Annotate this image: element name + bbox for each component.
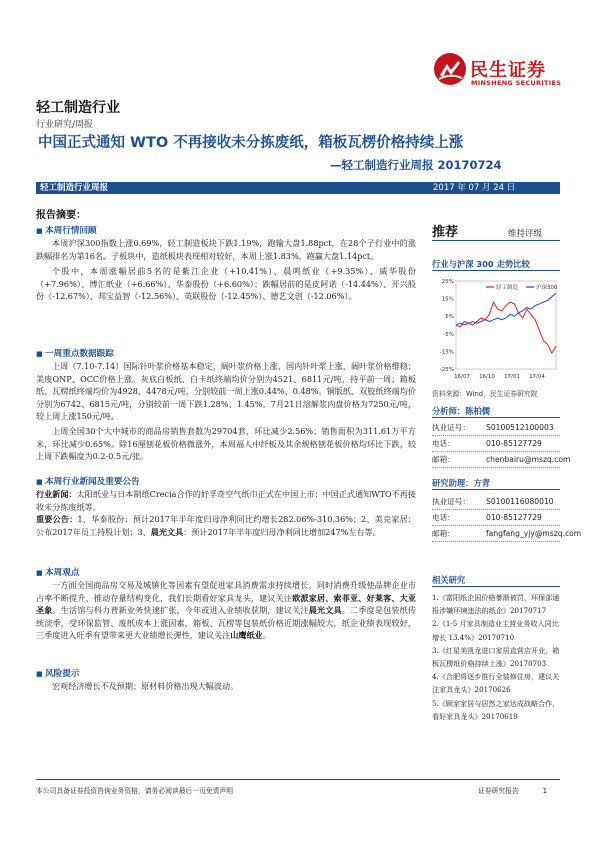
legend-label: 沪深300 <box>536 285 558 291</box>
trend-chart <box>432 275 560 383</box>
rating-label: 推荐 <box>432 225 459 240</box>
paragraph: 宏观经济增长不及预期；原材料价格出现大幅波动。 <box>52 681 239 692</box>
news-text: 太阳纸业与日本制纸Crecia合作的好孚奇空气纸巾正式在中国上市；中国正式通知WTO不再接收未分拣废纸等。 <box>36 489 416 512</box>
report-subhead: —轻工制造行业周报 20170724 <box>330 158 502 172</box>
related-item[interactable]: 1.《富阳纸企国价格暴渐被罚，环保部通报涉嫌环境违法的纸企》20170717 <box>432 593 560 616</box>
related-item[interactable]: 5.《顾家家居与居然之家达成战略合作，看好家具龙头》20170619 <box>432 698 560 721</box>
report-headline: 中国正式通知 WTO 不再接收未分拣废纸，箱板瓦楞价格持续上涨 <box>38 135 464 151</box>
section-title: ■ 风险提示 <box>36 668 416 680</box>
row-value: S0100512100003 <box>486 423 554 432</box>
page-number: 1 <box>542 787 548 795</box>
row-label: 电话： <box>432 513 455 522</box>
row-label: 电话： <box>432 439 455 448</box>
row-value: 010-85127729 <box>486 513 542 522</box>
x-tick-label: 16/10 <box>479 374 495 380</box>
view-stocks: 欧派家居、索菲亚、好莱客、大亚圣象 <box>36 592 416 616</box>
section-title: ■ 一周重点数据跟踪 <box>36 348 416 360</box>
rating-value: 维持评级 <box>508 229 543 239</box>
notice-text-b: ：预计2017年半年度归母净利同比增加247%左右等。 <box>183 526 381 537</box>
news-paragraph <box>36 488 416 513</box>
section-data-tracking <box>36 348 416 463</box>
divider <box>432 586 560 587</box>
section-risk <box>36 668 416 693</box>
divider <box>432 489 560 490</box>
minsheng-logo-icon <box>433 52 467 86</box>
logo-cn-text: 民生证券 <box>470 60 546 81</box>
assistant-row <box>432 526 582 542</box>
view-stock-2: 晨光文具 <box>308 605 342 616</box>
row-label: 执业证号： <box>432 497 470 506</box>
assistant-rows <box>432 494 582 542</box>
logo-en-text: MINSHENG SECURITIES <box>471 79 562 87</box>
view-text-d: 。 <box>262 630 271 641</box>
analyst-title: 分析师：陈柏儒 <box>432 406 491 416</box>
analyst-row <box>432 452 571 468</box>
row-value[interactable]: fangfang_yjy@mszq.com <box>486 529 582 538</box>
view-text-c: 。二季度是包装纸传统淡季，受环保监管、废纸成本上涨因素，箱板、瓦楞等包装纸价格近期涨幅较大，纸企业绩表现较好，三季度进入旺季有望带来更大业绩增长弹性，建议关注 <box>36 605 416 641</box>
notice-paragraph <box>36 513 416 538</box>
notice-stock: 晨光文具 <box>150 526 184 537</box>
section-title: ■ 本周行情回顾 <box>36 225 416 237</box>
paragraph: 上周全国30个大中城市的商品房销售套数为29704套，环比减少2.56%；销售面积为311.61万平方米，环比减少0.65%。除16厘刨花板价格微涨外，本周福人中纤板及其余规格刨花板价格均环比下跌，较上周下跌幅度为0.2-0.5元/张。 <box>36 426 416 462</box>
analyst-row <box>432 420 560 436</box>
row-value: 010-85127729 <box>486 439 542 448</box>
y-tick-label: -25% <box>439 367 454 373</box>
related-list <box>432 591 560 723</box>
paragraph: 个股中，本周涨幅居前5名的是紫江企业（+10.41%）、晨鸣纸业（+9.35%）、威华股份（+7.96%）、博汇纸业（+6.66%）、华泰股份（+6.60%）；跌幅居前的是皮阿诺（-14.44%）、开兴股份（-12.67%）、邦宝益智（-12.56%）、英联股份（-12.45%）、德艺文创（-12.06%）。 <box>36 266 416 302</box>
x-tick-label: 17/01 <box>504 374 520 380</box>
footer-divider <box>36 779 560 780</box>
y-tick-label: 15% <box>441 296 454 303</box>
footer-right <box>478 785 547 795</box>
summary-title: 报告摘要： <box>36 210 86 221</box>
header-bar-left: 轻工制造行业周报 <box>40 183 109 193</box>
x-tick-label: 16/07 <box>454 374 470 380</box>
divider <box>432 417 560 418</box>
row-value: S0100116080010 <box>486 497 554 506</box>
y-tick-label: -5% <box>443 331 454 338</box>
divider <box>432 270 560 271</box>
series-line-1 <box>456 293 556 325</box>
view-paragraph <box>36 579 416 641</box>
analyst-row <box>432 436 560 452</box>
footer-disclaimer: 本公司具备证券投资咨询业务资格，请务必阅读最后一页免责声明 <box>36 787 234 795</box>
report-type: 行业研究/周报 <box>36 120 94 130</box>
related-item[interactable]: 4.《合肥将逐步推行全装修住房，建议关注家具龙头》20170626 <box>432 672 560 695</box>
row-value[interactable]: chenbairu@mszq.com <box>486 455 571 464</box>
assistant-row <box>432 494 560 510</box>
notice-text-a: 1、华泰股份：预计2017年半年度归母净利同比约增长282.06%-310.36%；2、美克家居：公布2017年员工持股计划；3、 <box>36 514 416 537</box>
related-item[interactable]: 2.《1-5 月家具制造业主营业务收入同比增长 13.4%》20170710 <box>432 619 559 642</box>
related-title: 相关研究 <box>432 575 466 585</box>
paragraph: 上周（7.10-7.14）国际针叶浆价格基本稳定，阔叶浆价格上涨，国内针叶浆上涨，阔叶浆价格维稳；美废ONP、OCC价格上涨。灰底白板纸、白卡纸终端均价分别为4521、6811元/吨，持平前一周；箱板纸、瓦楞纸终端均价为4928、4478元/吨，分别较前一周上涨0.44%、0.48%。铜版纸、双胶纸终端均价分别为6742、6815元/吨，分别较前一周下跌1.28%、1.45%。7月21日溶解浆内盘价格为7250元/吨，较上周上涨150元/吨。 <box>36 361 416 422</box>
analyst-rows <box>432 420 571 468</box>
view-text-a: 一方面全国商品房交易及城镇化等因素有望促进家具消费需求持续增长，同时消费升级使品牌企业市占率不断提升、推动存量结构变化，我们长期看好家具龙头，建议关注 <box>36 580 416 603</box>
footer-label: 证券研究报告 <box>478 787 519 795</box>
notice-label: 重要公告： <box>36 514 78 525</box>
section-view <box>36 567 416 641</box>
row-label: 邮箱： <box>432 455 455 464</box>
row-label: 执业证号： <box>432 423 470 432</box>
section-market-review <box>36 225 416 302</box>
legend-label: 轻工制造 <box>496 285 519 291</box>
section-title: ■ 本周行业新闻及重要公告 <box>36 476 416 488</box>
assistant-row <box>432 510 560 526</box>
chart-source: 资料来源：Wind，民生证券研究院 <box>432 390 538 398</box>
row-label: 邮箱： <box>432 529 455 538</box>
paragraph: 本周沪深300指数上涨0.69%，轻工制造板块下跌1.19%，跑输大盘1.88pct，在28个子行业中的涨跌幅排名为第16名。子板块中，造纸板块表现相对较好，本周上涨1.83%，跑赢大盘1.14pct。 <box>36 238 416 261</box>
view-stock-3: 山鹰纸业 <box>230 630 263 641</box>
series-line-0 <box>456 302 556 353</box>
report-date: 2017 年 07 月 24 日 <box>433 183 516 193</box>
chart-title: 行业与沪深 300 走势比较 <box>432 259 530 269</box>
related-item[interactable]: 3.《红星美凯龙进口家居直营店开业，箱板瓦楞纸价格持续上涨》20170703 <box>432 645 560 669</box>
news-label: 行业新闻： <box>36 489 77 500</box>
industry-title: 轻工制造行业 <box>36 100 120 116</box>
y-tick-label: 25% <box>441 279 454 285</box>
assistant-title: 研究助理：方青 <box>432 478 491 488</box>
x-tick-label: 17/04 <box>529 374 545 380</box>
view-text-b: 。生活馆与科力普新业务快速扩张，今年或进入业绩收获期，建议关注 <box>52 605 309 616</box>
section-title: ■ 本周观点 <box>36 567 416 579</box>
divider <box>432 240 560 241</box>
section-news <box>36 476 416 538</box>
y-tick-label: -15% <box>439 349 454 356</box>
y-tick-label: 5% <box>445 314 454 321</box>
plot-frame <box>456 281 556 369</box>
